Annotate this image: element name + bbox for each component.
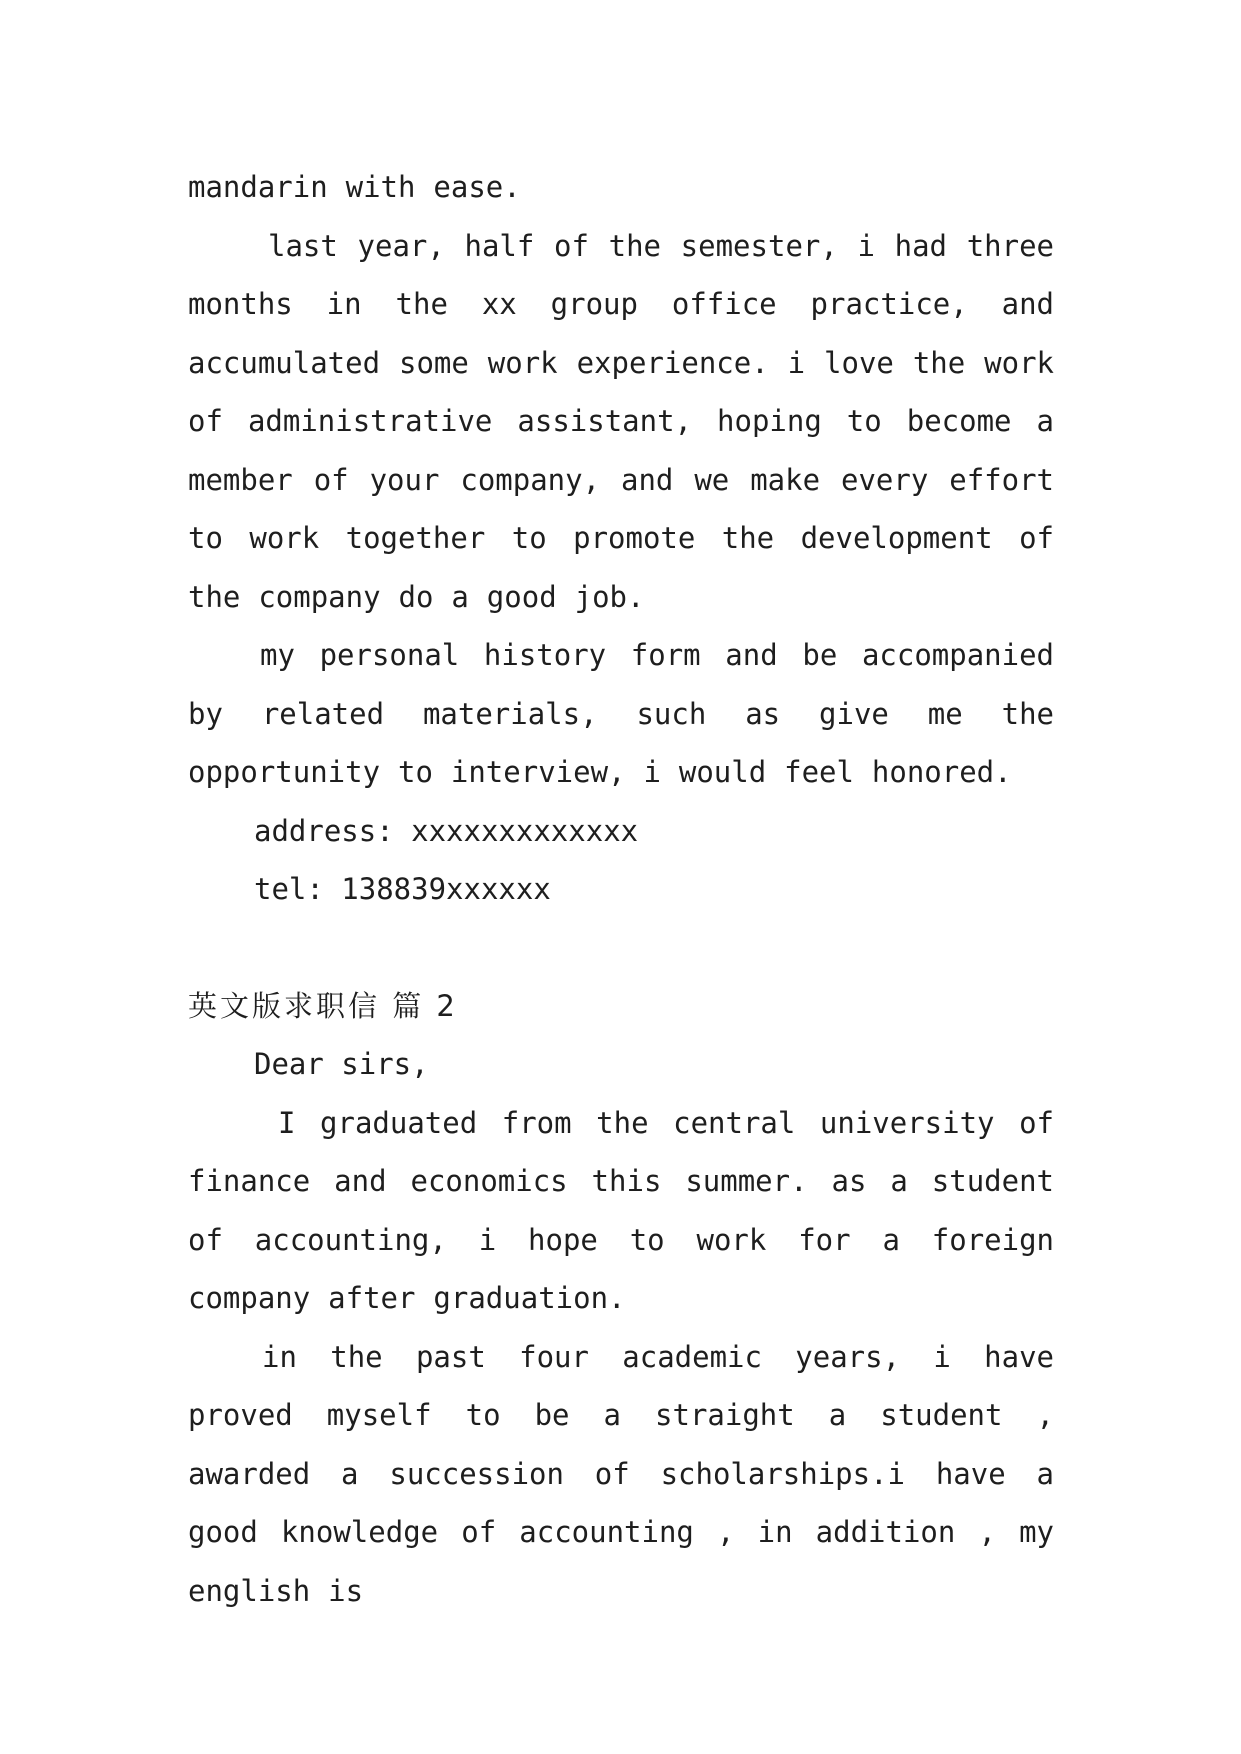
tel-line: tel: 138839xxxxxx bbox=[254, 872, 551, 906]
paragraph-mandarin: mandarin with ease. bbox=[188, 170, 521, 204]
address-line: address: xxxxxxxxxxxxx bbox=[254, 813, 639, 848]
section-spacer bbox=[188, 919, 1054, 977]
paragraph-work-experience: last year, half of the semester, i had three months in the xx group office practice, and accumulated some work experience. i love the work of administrative assistant, hoping to become a member of your company, and we make every effort to work together to promote the development of the company do a good job. bbox=[188, 228, 1054, 614]
paragraph-graduation: I graduated from the central university of finance and economics this summer. as a student of accounting, i hope to work for a foreign company after graduation. bbox=[188, 1105, 1054, 1315]
greeting-line: Dear sirs, bbox=[254, 1047, 429, 1081]
paragraph-academic-years: in the past four academic years, i have proved myself to be a straight a student , awarded a succession of scholarships.i have a good knowledge of accounting , in addition , my english is bbox=[188, 1339, 1054, 1608]
paragraph-personal-history: my personal history form and be accompanied by related materials, such as give me the opportunity to interview, i would feel honored. bbox=[188, 638, 1054, 789]
section-heading: 英文版求职信 篇 2 bbox=[188, 988, 458, 1023]
document-body bbox=[188, 158, 1054, 1620]
